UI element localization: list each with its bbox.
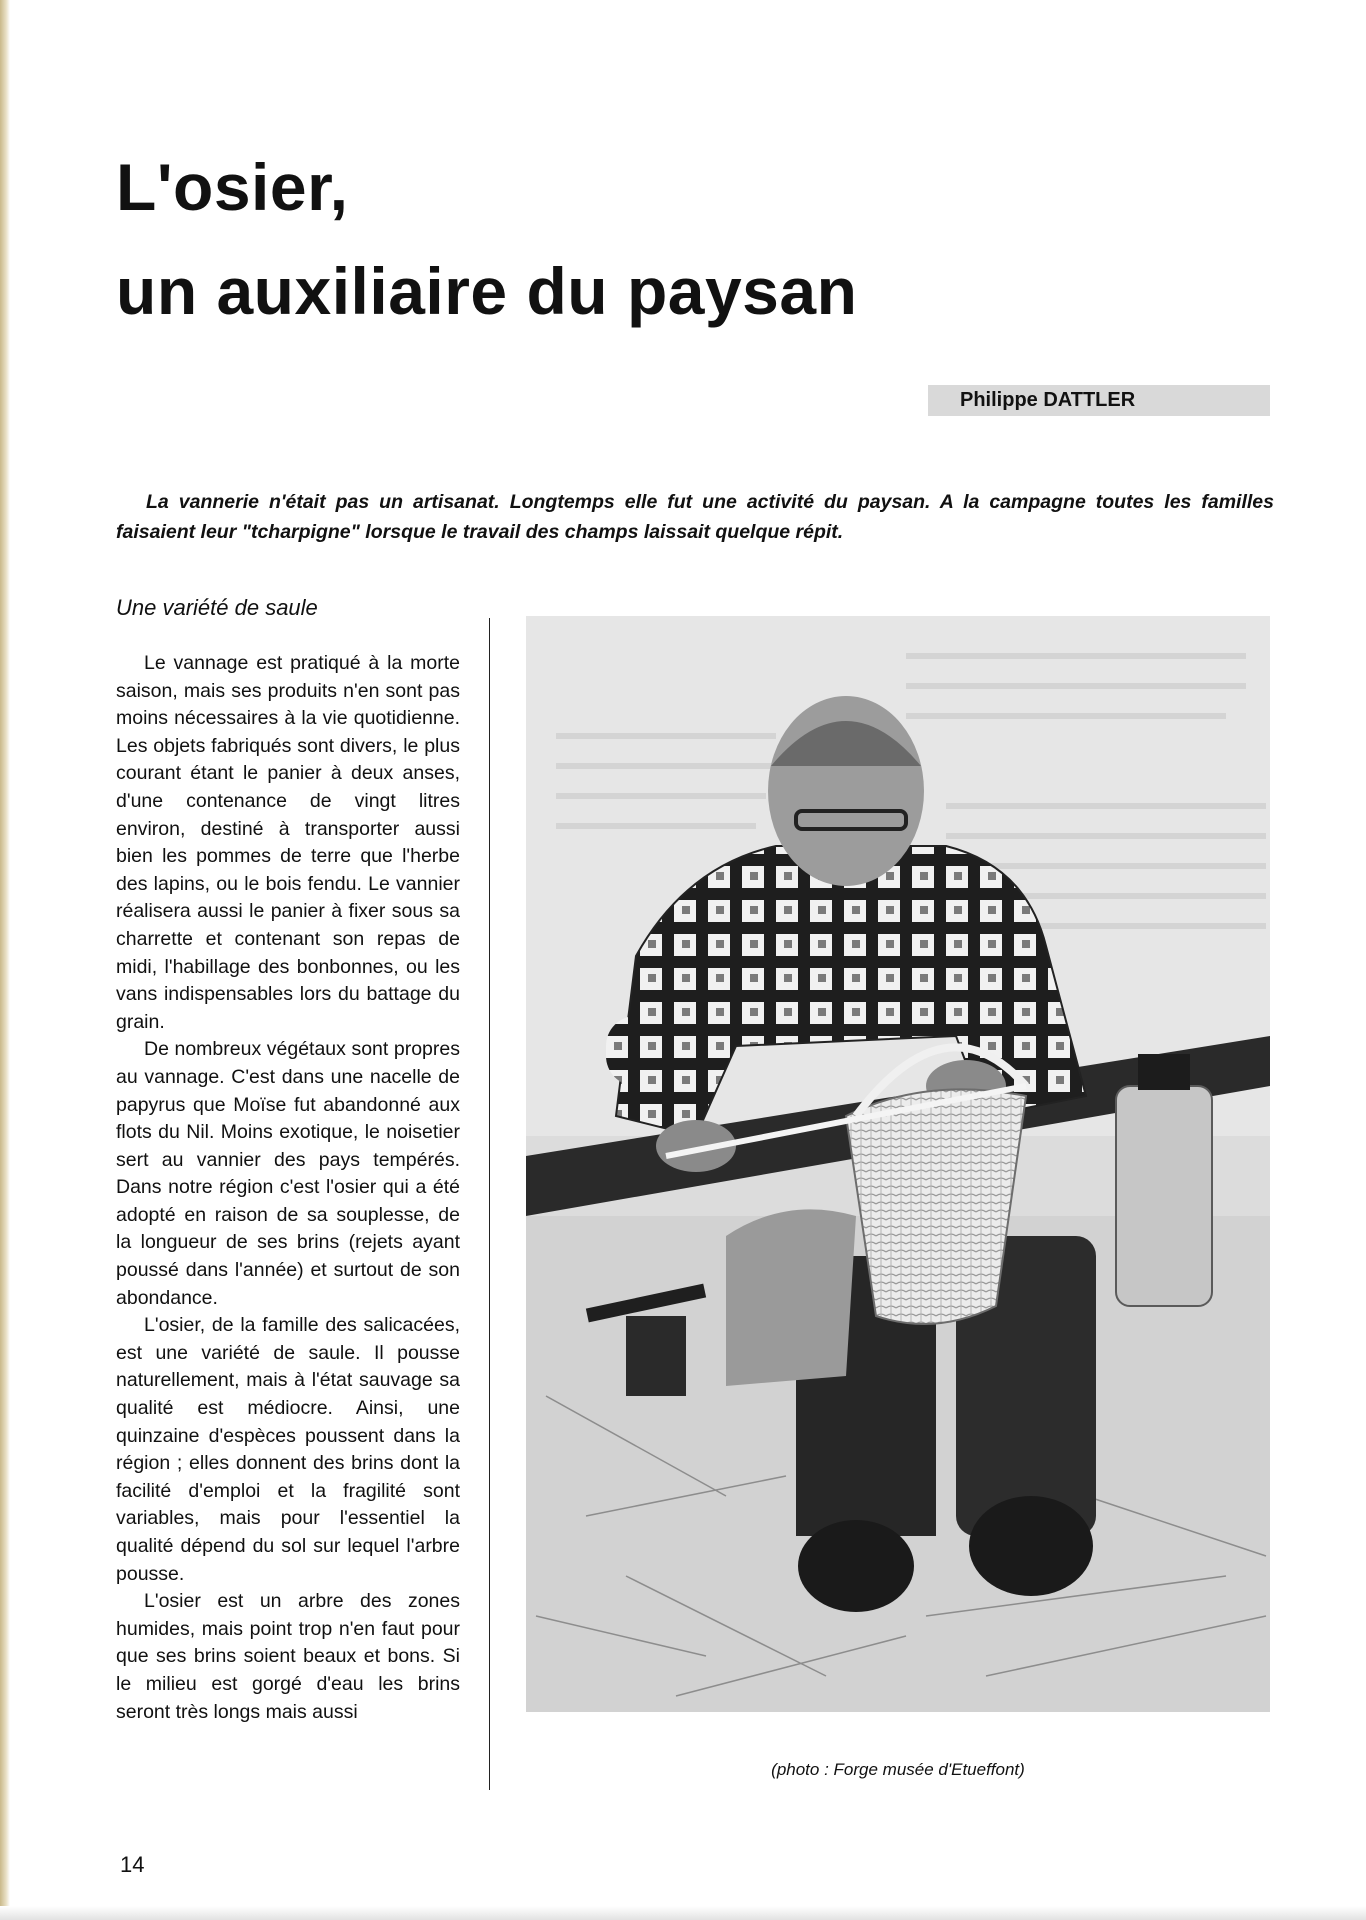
- body-paragraph: De nombreux végétaux sont propres au vannage. C'est dans une nacelle de papyrus que Moïse fut abandonné aux flots du Nil. Moins exotique, le noisetier sert au vannier des pays tempérés. Dans notre région c'est l'osier qui a été adopté en raison de sa souplesse, de la longueur de ses brins (rejets ayant poussé dans l'année) et surtout de son abondance.: [116, 1038, 460, 1309]
- article-title: [116, 135, 1216, 343]
- body-column: [116, 650, 460, 1726]
- title-line-2: un auxiliaire du paysan: [116, 254, 858, 328]
- body-paragraph: L'osier, de la famille des salicacées, est une variété de saule. Il pousse naturellement, mais à l'état sauvage sa qualité est médiocre. Ainsi, une quinzaine d'espèces poussent dans la région ; elles donnent des brins dont la facilité d'emploi et la fragilité sont variables, mais pour l'essentiel la qualité dépend du sol sur lequel l'arbre pousse.: [116, 1314, 460, 1585]
- column-divider: [489, 618, 490, 1790]
- article-intro: La vannerie n'était pas un artisanat. Longtemps elle fut une activité du paysan. A la campagne toutes les familles faisaient leur "tcharpigne" lorsque le travail des champs laissait quelque répit.: [116, 491, 1274, 543]
- photo-caption: (photo : Forge musée d'Etueffont): [771, 1760, 1025, 1779]
- basket-weaver-photo: [526, 616, 1270, 1712]
- page-number: 14: [120, 1852, 145, 1877]
- body-paragraph: L'osier est un arbre des zones humides, mais point trop n'en faut pour que ses brins soient beaux et bons. Si le milieu est gorgé d'eau les brins seront très longs mais aussi: [116, 1590, 460, 1723]
- author-byline: Philippe DATTLER: [928, 385, 1270, 416]
- title-line-1: L'osier,: [116, 150, 349, 224]
- body-paragraph: Le vannage est pratiqué à la morte saison, mais ses produits n'en sont pas moins nécessaires à la vie quotidienne. Les objets fabriqués sont divers, le plus courant étant le panier à deux anses, d'une contenance de vingt litres environ, destiné à transporter aussi bien les pommes de terre que l'herbe des lapins, ou le bois fendu. Le vannier réalisera aussi le panier à fixer sous sa charrette et contenant son repas de midi, l'habillage des bonbonnes, ou les vans indispensables lors du battage du grain.: [116, 652, 460, 1033]
- section-heading: Une variété de saule: [116, 595, 318, 620]
- page-bottom-edge: [0, 1906, 1366, 1920]
- page-binding-edge: [0, 0, 10, 1920]
